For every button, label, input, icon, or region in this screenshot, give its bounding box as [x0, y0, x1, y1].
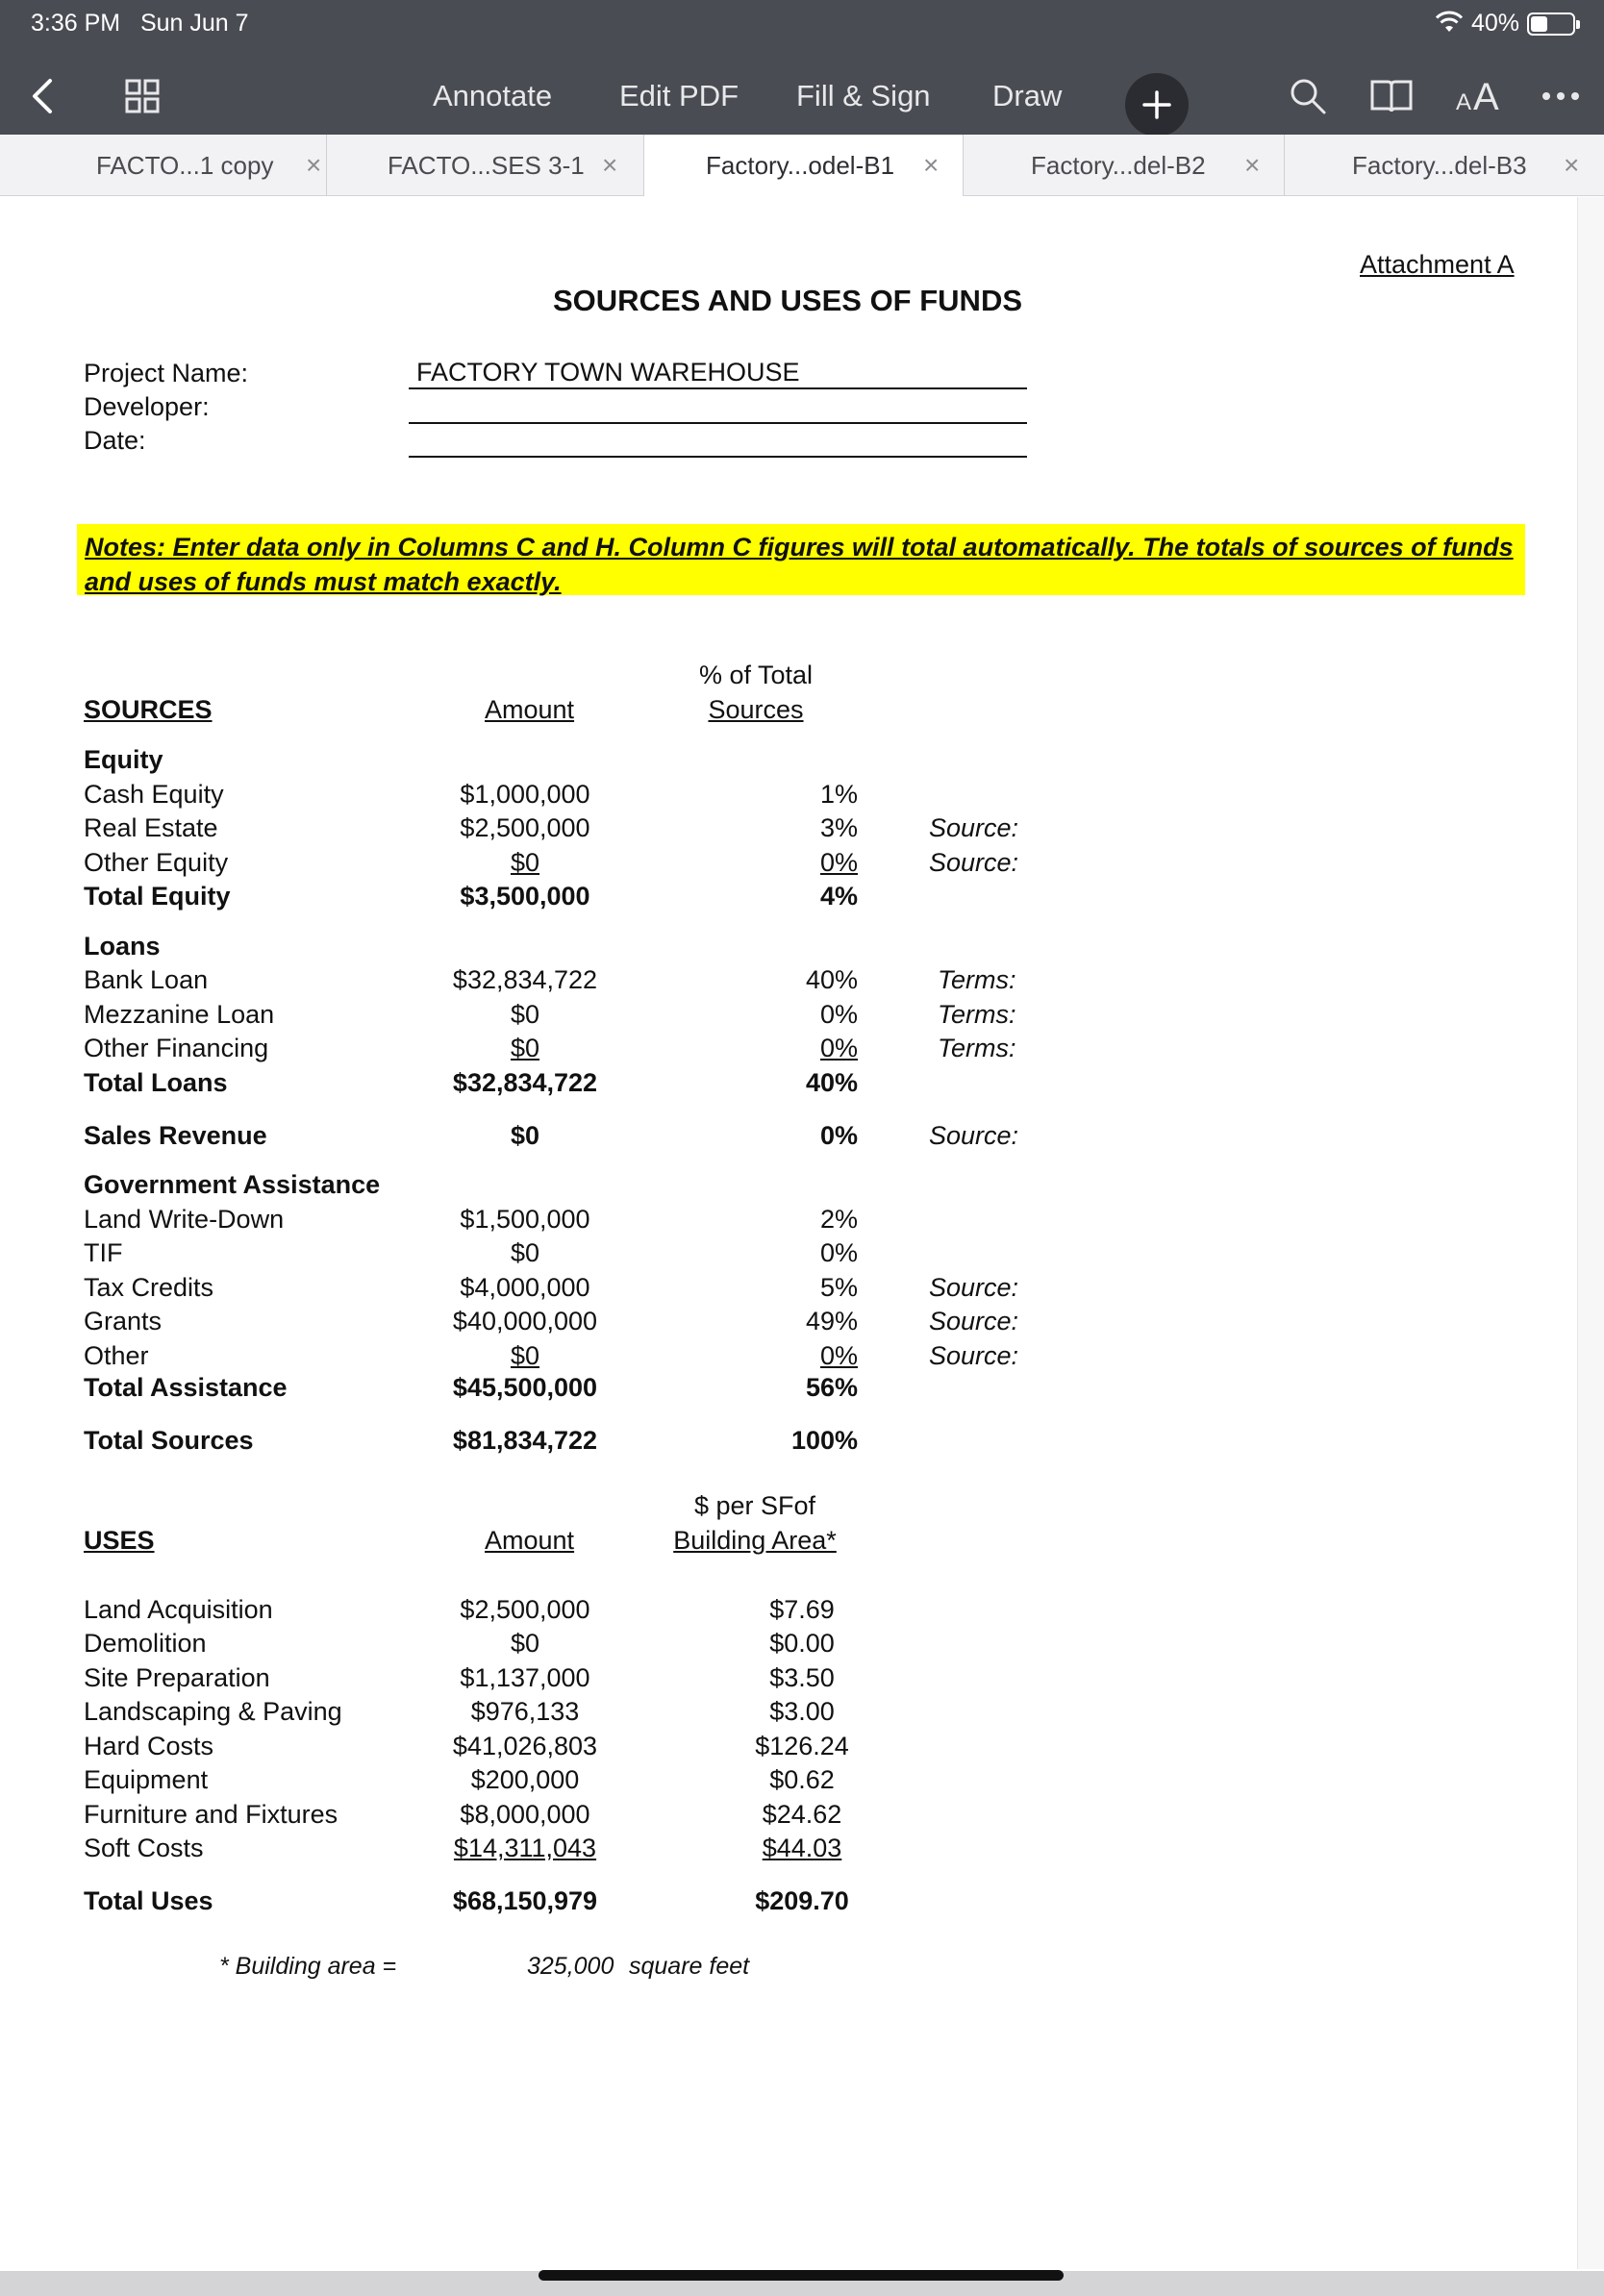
row-amount[interactable]: $0 [510, 1121, 540, 1150]
pdf-page [0, 197, 1577, 2269]
doc-tab-label: FACTO...SES 3-1 [388, 150, 585, 180]
row-label: Grants [84, 1307, 163, 1335]
row-label: Cash Equity [84, 780, 224, 809]
project-name-label: Project Name: [84, 359, 249, 387]
row-label: Land Write-Down [84, 1205, 285, 1234]
row-amount: $45,500,000 [452, 1373, 598, 1402]
close-tab-icon[interactable]: × [1244, 150, 1261, 180]
row-label: Equipment [84, 1765, 209, 1794]
row-amount[interactable]: $976,133 [470, 1697, 580, 1726]
status-indicators [1435, 10, 1575, 37]
row-amount[interactable]: $0 [510, 1629, 540, 1658]
row-label: Landscaping & Paving [84, 1697, 342, 1726]
loans-header: Loans [84, 932, 161, 961]
date-label: Date: [84, 426, 146, 455]
row-note: Source: [929, 848, 1019, 877]
row-pct: 40% [805, 965, 858, 994]
status-time: 3:36 PM Sun Jun 7 [31, 10, 249, 37]
row-label: Sales Revenue [84, 1121, 267, 1150]
doc-tab-4[interactable] [964, 135, 1285, 196]
row-pct: 2% [819, 1205, 858, 1234]
battery-percent: 40% [1470, 10, 1519, 37]
gov-assistance-header: Government Assistance [84, 1170, 381, 1199]
search-icon[interactable] [1285, 58, 1331, 135]
row-label: Total Assistance [84, 1373, 288, 1402]
row-note: Terms: [938, 1000, 1016, 1029]
row-amount[interactable]: $0 [510, 1238, 540, 1267]
svg-text:A: A [1473, 77, 1499, 115]
document-tab-bar [0, 135, 1604, 196]
battery-icon [1527, 12, 1575, 36]
reading-mode-icon[interactable] [1367, 58, 1416, 135]
date-line[interactable] [409, 456, 1027, 458]
row-label: Total Uses [84, 1886, 213, 1915]
row-per-sf: $3.00 [769, 1697, 835, 1726]
row-per-sf: $0.00 [769, 1629, 835, 1658]
row-label: Soft Costs [84, 1834, 204, 1862]
pct-header-1: % of Total [698, 661, 814, 689]
row-pct: 5% [819, 1273, 858, 1302]
sources-header: SOURCES [84, 695, 213, 724]
project-name-line [409, 387, 1027, 389]
amount-header: Amount [485, 1526, 575, 1555]
row-note: Source: [929, 1273, 1019, 1302]
row-label: Bank Loan [84, 965, 209, 994]
row-label: Tax Credits [84, 1273, 214, 1302]
building-area-value[interactable]: 325,000 [527, 1953, 614, 1980]
amount-header: Amount [485, 695, 575, 724]
doc-tab-5[interactable] [1285, 135, 1604, 196]
row-note: Source: [929, 1307, 1019, 1335]
doc-tab-1[interactable] [0, 135, 327, 196]
row-label: TIF [84, 1238, 123, 1267]
row-amount: $68,150,979 [452, 1886, 598, 1915]
thumbnails-grid-icon[interactable] [123, 58, 162, 135]
doc-tab-3[interactable] [644, 135, 964, 196]
row-pct: 4% [819, 882, 858, 911]
annotate-tab[interactable]: Annotate [433, 79, 553, 112]
row-per-sf: $126.24 [755, 1732, 849, 1760]
text-size-icon[interactable] [1452, 58, 1510, 135]
row-label: Demolition [84, 1629, 207, 1658]
row-amount[interactable]: $200,000 [470, 1765, 580, 1794]
edit-pdf-tab[interactable]: Edit PDF [619, 79, 739, 112]
fill-sign-tab[interactable]: Fill & Sign [796, 79, 931, 112]
row-note: Terms: [938, 1034, 1016, 1062]
row-amount[interactable]: $40,000,000 [452, 1307, 598, 1335]
row-amount[interactable]: $41,026,803 [452, 1732, 598, 1760]
toolbar [0, 58, 1604, 135]
back-icon[interactable] [21, 58, 63, 135]
row-label: Real Estate [84, 813, 218, 842]
row-pct: 40% [805, 1068, 858, 1097]
row-per-sf: $0.62 [769, 1765, 835, 1794]
row-label: Other Financing [84, 1034, 269, 1062]
row-amount: $3,500,000 [460, 882, 590, 911]
per-sf-header-1: $ per SFof [693, 1491, 816, 1520]
row-amount[interactable]: $0 [510, 1034, 540, 1062]
row-amount[interactable]: $1,500,000 [460, 1205, 590, 1234]
row-label: Mezzanine Loan [84, 1000, 275, 1029]
row-note: Terms: [938, 965, 1016, 994]
equity-header: Equity [84, 745, 163, 774]
row-amount: $32,834,722 [452, 1068, 598, 1097]
row-label: Total Sources [84, 1426, 254, 1455]
row-amount[interactable]: $2,500,000 [460, 813, 590, 842]
row-amount[interactable]: $1,000,000 [460, 780, 590, 809]
scrollbar[interactable] [1577, 197, 1604, 2269]
row-label: Site Preparation [84, 1663, 270, 1692]
row-label: Furniture and Fixtures [84, 1800, 338, 1829]
row-amount: $81,834,722 [452, 1426, 598, 1455]
notes-banner: Notes: Enter data only in Columns C and H. Column C figures will total automatically. The totals of sources of funds and uses of funds must match exactly. [77, 524, 1525, 595]
developer-line[interactable] [409, 422, 1027, 424]
row-per-sf: $3.50 [769, 1663, 835, 1692]
doc-tab-label: Factory...odel-B1 [706, 150, 895, 180]
draw-tab[interactable]: Draw [992, 79, 1063, 112]
row-amount[interactable]: $0 [510, 848, 540, 877]
doc-tab-label: Factory...del-B3 [1352, 150, 1527, 180]
row-pct: 1% [819, 780, 858, 809]
row-per-sf: $24.62 [762, 1800, 842, 1829]
attachment-label: Attachment A [1360, 250, 1515, 279]
row-per-sf: $7.69 [769, 1595, 835, 1624]
row-amount[interactable]: $2,500,000 [460, 1595, 590, 1624]
project-name-value[interactable]: FACTORY TOWN WAREHOUSE [416, 358, 800, 387]
pct-header-2: Sources [708, 695, 804, 724]
per-sf-header-2: Building Area* [673, 1526, 837, 1555]
row-amount[interactable]: $14,311,043 [453, 1834, 597, 1862]
row-per-sf: $44.03 [762, 1834, 842, 1862]
row-per-sf: $209.70 [755, 1886, 849, 1915]
row-amount[interactable]: $4,000,000 [460, 1273, 590, 1302]
row-label: Other Equity [84, 848, 229, 877]
svg-text:A: A [1456, 89, 1472, 115]
row-label: Total Loans [84, 1068, 228, 1097]
uses-header: USES [84, 1526, 155, 1555]
row-pct: 0% [819, 1000, 858, 1029]
building-area-unit: square feet [629, 1953, 750, 1980]
row-amount[interactable]: $0 [510, 1000, 540, 1029]
row-pct: 3% [819, 813, 858, 842]
page-title: SOURCES AND USES OF FUNDS [553, 284, 1023, 317]
row-note: Source: [929, 1341, 1019, 1370]
row-amount[interactable]: $8,000,000 [460, 1800, 590, 1829]
building-area-label: * Building area = [219, 1953, 397, 1980]
row-note: Source: [929, 813, 1019, 842]
row-label: Hard Costs [84, 1732, 214, 1760]
doc-tab-label: FACTO...1 copy [96, 150, 274, 180]
row-pct: 56% [805, 1373, 858, 1402]
row-label: Land Acquisition [84, 1595, 273, 1624]
row-pct: 0% [819, 1034, 858, 1062]
doc-tab-2[interactable] [327, 135, 644, 196]
row-pct: 0% [819, 1121, 858, 1150]
row-pct: 49% [805, 1307, 858, 1335]
add-plus-icon[interactable] [1125, 73, 1189, 137]
developer-label: Developer: [84, 392, 210, 421]
app-header [0, 0, 1604, 135]
wifi-icon [1435, 11, 1464, 37]
row-amount[interactable]: $1,137,000 [460, 1663, 590, 1692]
row-label: Other [84, 1341, 149, 1370]
close-tab-icon[interactable]: × [306, 150, 322, 180]
row-amount[interactable]: $0 [510, 1341, 540, 1370]
row-pct: 0% [819, 1238, 858, 1267]
row-pct: 100% [790, 1426, 858, 1455]
close-tab-icon[interactable]: × [602, 150, 618, 180]
home-indicator[interactable] [539, 2270, 1064, 2281]
row-pct: 0% [819, 1341, 858, 1370]
doc-tab-label: Factory...del-B2 [1031, 150, 1206, 180]
close-tab-icon[interactable]: × [1564, 150, 1580, 180]
row-label: Total Equity [84, 882, 231, 911]
row-pct: 0% [819, 848, 858, 877]
row-note: Source: [929, 1121, 1019, 1150]
row-amount[interactable]: $32,834,722 [452, 965, 598, 994]
close-tab-icon[interactable]: × [923, 150, 940, 180]
more-options-icon[interactable] [1537, 58, 1585, 135]
